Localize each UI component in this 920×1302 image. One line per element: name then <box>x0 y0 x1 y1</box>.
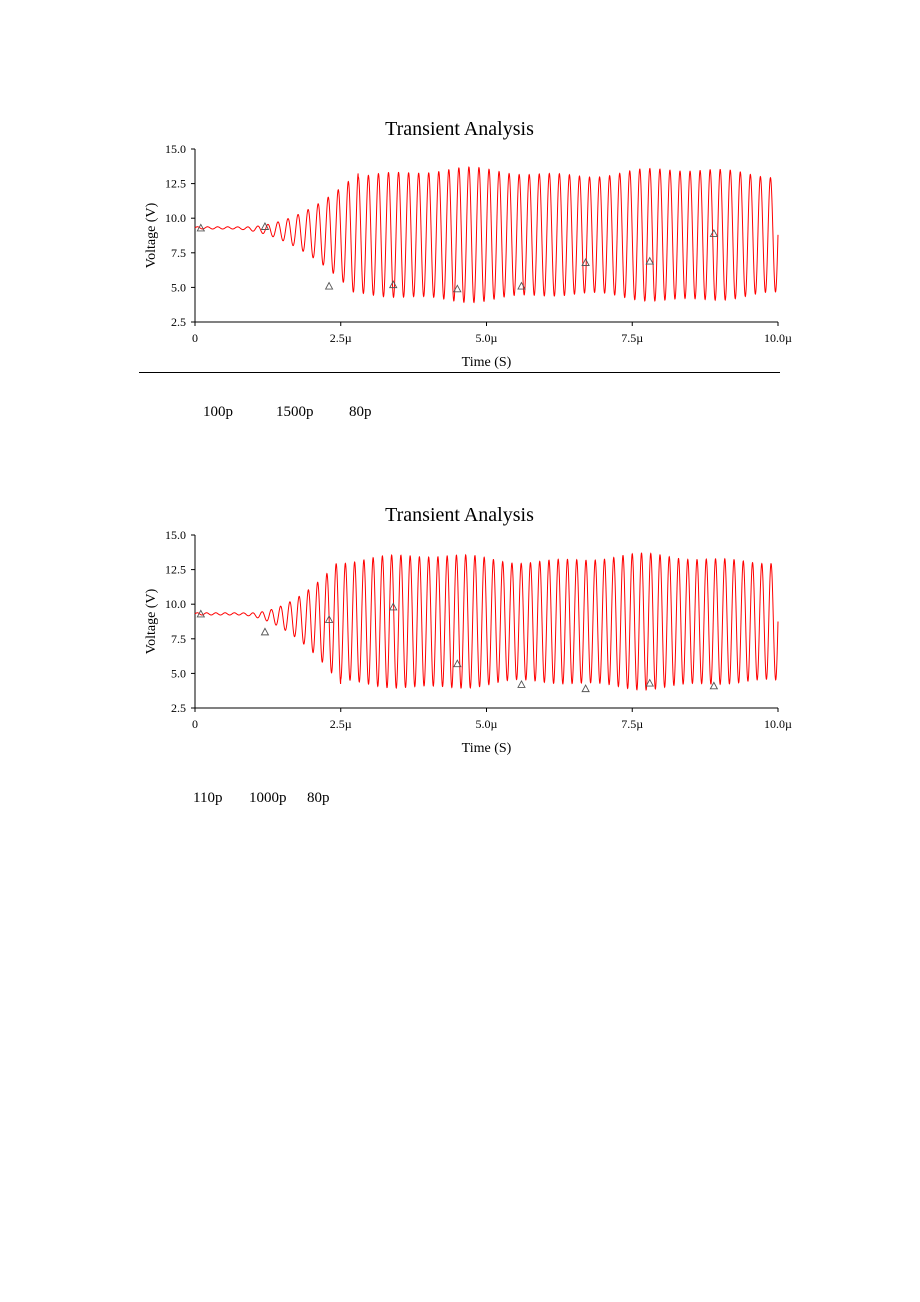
y-tick-label: 7.5 <box>171 631 186 646</box>
series-marker <box>518 681 525 688</box>
x-tick-label: 10.0µ <box>764 331 792 345</box>
voltage-series-line <box>195 553 778 690</box>
x-tick-label: 5.0µ <box>475 331 498 345</box>
series-marker <box>646 258 653 265</box>
series-marker <box>518 283 525 290</box>
caption-value: 1000p <box>249 790 287 806</box>
y-tick-label: 7.5 <box>171 245 186 260</box>
y-tick-label: 5.0 <box>171 666 186 681</box>
y-tick-label: 10.0 <box>165 211 186 226</box>
y-tick-label: 12.5 <box>165 176 186 191</box>
separator-line <box>139 372 780 373</box>
transient-chart-2 <box>0 496 920 756</box>
x-tick-label: 10.0µ <box>764 717 792 731</box>
series-marker <box>197 610 204 617</box>
x-axis-label: Time (S) <box>461 741 512 756</box>
caption-value: 100p <box>203 404 233 420</box>
x-tick-label: 7.5µ <box>621 331 644 345</box>
voltage-series-line <box>195 167 778 302</box>
y-axis-label: Voltage (V) <box>144 202 159 269</box>
y-tick-label: 10.0 <box>165 597 186 612</box>
y-tick-label: 15.0 <box>165 142 186 156</box>
x-tick-label: 0 <box>192 331 198 345</box>
x-tick-label: 2.5µ <box>329 717 352 731</box>
series-marker <box>390 281 397 288</box>
series-marker <box>582 685 589 692</box>
x-tick-label: 7.5µ <box>621 717 644 731</box>
series-marker <box>710 230 717 237</box>
series-marker <box>326 283 333 290</box>
series-marker <box>197 224 204 231</box>
caption-value: 80p <box>307 790 330 806</box>
y-axis-label: Voltage (V) <box>144 588 159 655</box>
x-tick-label: 5.0µ <box>475 717 498 731</box>
series-marker <box>261 223 268 230</box>
y-tick-label: 15.0 <box>165 528 186 542</box>
chart-svg-1 <box>0 110 920 370</box>
caption-value: 80p <box>349 404 372 420</box>
y-tick-label: 2.5 <box>171 701 186 715</box>
caption-value: 110p <box>193 790 223 806</box>
chart-svg-2 <box>0 496 920 756</box>
y-tick-label: 5.0 <box>171 280 186 295</box>
caption-value: 1500p <box>276 404 314 420</box>
x-tick-label: 2.5µ <box>329 331 352 345</box>
x-tick-label: 0 <box>192 717 198 731</box>
transient-chart-1 <box>0 110 920 370</box>
series-marker <box>261 628 268 635</box>
chart-title: Transient Analysis <box>385 118 534 140</box>
x-axis-label: Time (S) <box>461 355 512 370</box>
chart-title: Transient Analysis <box>385 504 534 526</box>
y-tick-label: 12.5 <box>165 562 186 577</box>
y-tick-label: 2.5 <box>171 315 186 329</box>
